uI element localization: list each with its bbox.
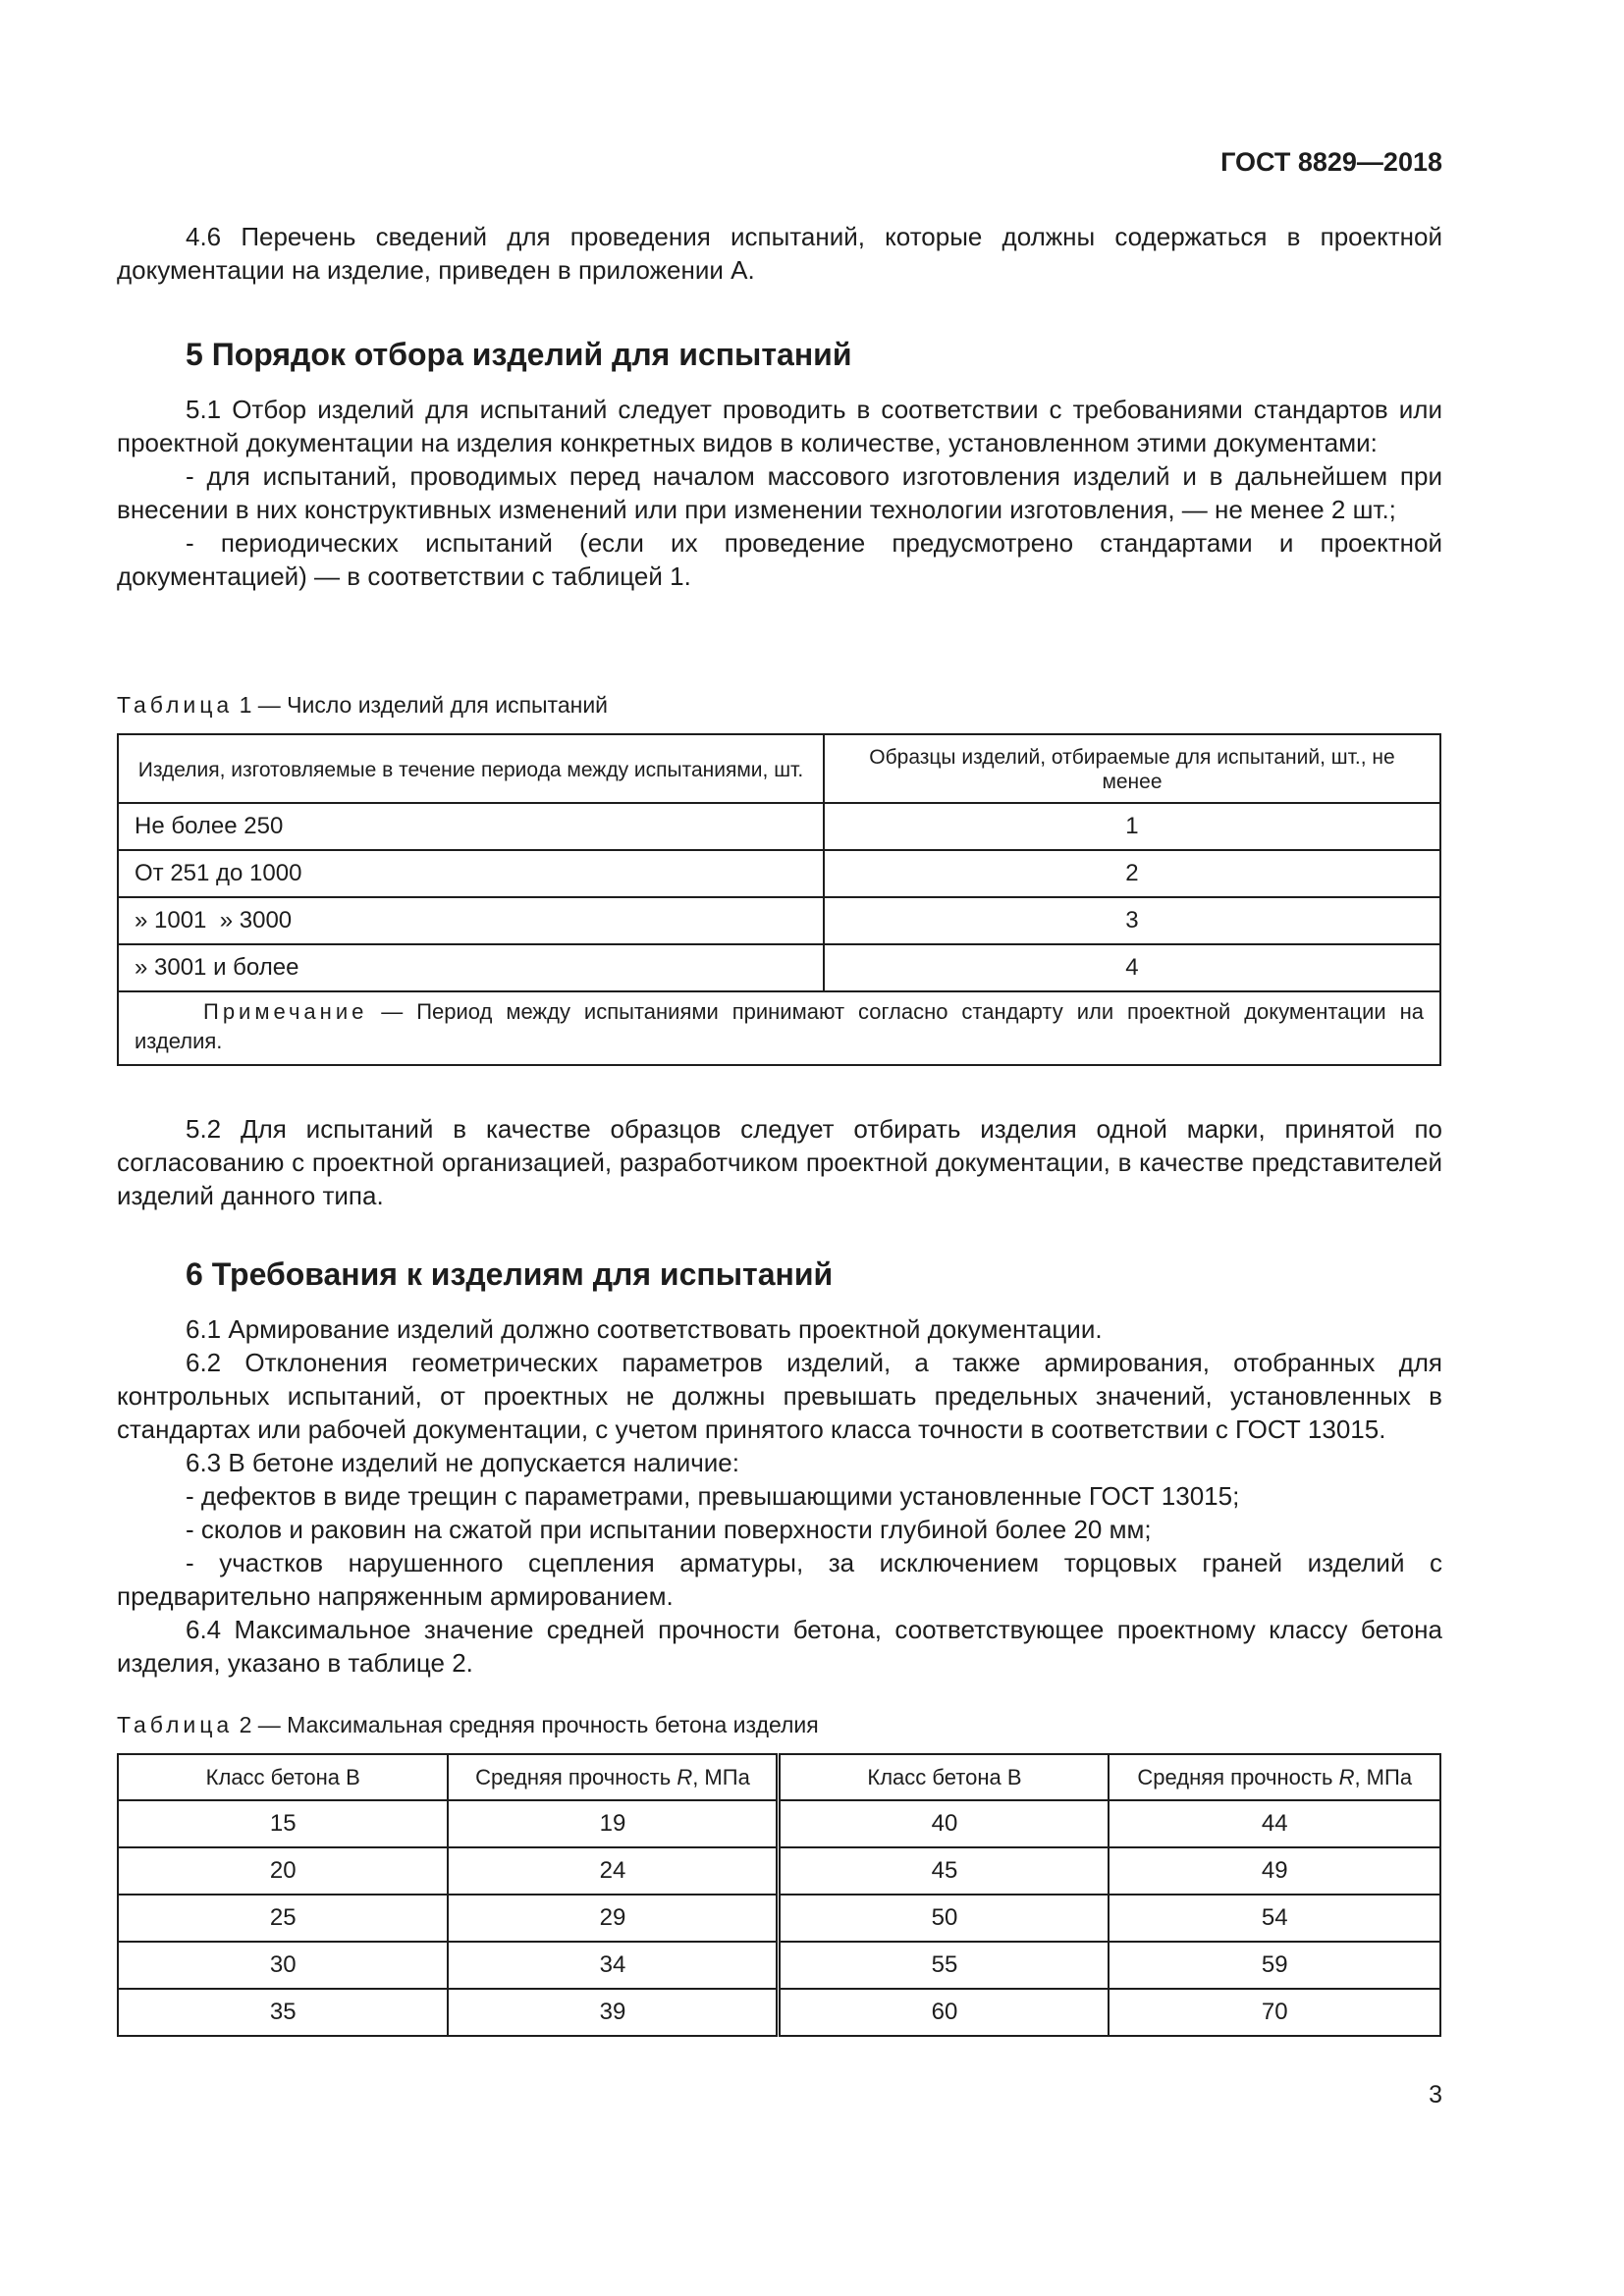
table-row xyxy=(118,1989,1440,2036)
table-cell: 24 xyxy=(448,1847,779,1895)
table-cell: 25 xyxy=(118,1895,448,1942)
table-cell: 19 xyxy=(448,1800,779,1847)
table-header-row xyxy=(118,1754,1440,1800)
table-cell: 2 xyxy=(824,850,1440,897)
table-header-cell: Изделия, изготовляемые в течение периода между испытаниями, шт. xyxy=(118,734,824,803)
table-cell: 60 xyxy=(779,1989,1109,2036)
table-header-cell: Класс бетона В xyxy=(779,1754,1109,1800)
document-code-header: ГОСТ 8829—2018 xyxy=(1220,147,1442,177)
paragraph-6-3: 6.3 В бетоне изделий не допускается наличие: xyxy=(186,1448,739,1477)
note-label: Примечание xyxy=(203,999,368,1024)
list-item: - участков нарушенного сцепления арматуры, за исключением торцовых граней изделий с предварительно напряженным армированием. xyxy=(117,1548,1442,1611)
table-cell: » 1001 » 3000 xyxy=(118,897,824,944)
table-cell: 15 xyxy=(118,1800,448,1847)
table-1-caption xyxy=(117,690,1442,720)
table-cell: 1 xyxy=(824,803,1440,850)
table-row xyxy=(118,850,1440,897)
table-note xyxy=(118,991,1440,1065)
table-cell: 29 xyxy=(448,1895,779,1942)
table-cell: От 251 до 1000 xyxy=(118,850,824,897)
note-text: — Период между испытаниями принимают согласно стандарту или проектной документации на изделия. xyxy=(135,999,1424,1053)
list-item: - периодических испытаний (если их проведение предусмотрено стандартами и проектной документацией) — в соответствии с таблицей 1. xyxy=(117,528,1442,591)
table-2-caption xyxy=(117,1710,1442,1739)
table-header-cell: Средняя прочность R, МПа xyxy=(1109,1754,1440,1800)
table-2-caption-text: 2 — Максимальная средняя прочность бетона изделия xyxy=(239,1712,819,1737)
table-cell: 49 xyxy=(1109,1847,1440,1895)
table-cell: 34 xyxy=(448,1942,779,1989)
paragraph-4-6: 4.6 Перечень сведений для проведения испытаний, которые должны содержаться в проектной документации на изделие, приведен в приложении А. xyxy=(117,222,1442,285)
table-cell: 30 xyxy=(118,1942,448,1989)
table-row xyxy=(118,1942,1440,1989)
table-cell: 50 xyxy=(779,1895,1109,1942)
section-5-heading: 5 Порядок отбора изделий для испытаний xyxy=(186,337,852,372)
table-header-cell: Средняя прочность R, МПа xyxy=(448,1754,779,1800)
list-item: - сколов и раковин на сжатой при испытании поверхности глубиной более 20 мм; xyxy=(186,1515,1152,1544)
paragraph-6-1: 6.1 Армирование изделий должно соответствовать проектной документации. xyxy=(186,1314,1103,1344)
paragraph-6-2: 6.2 Отклонения геометрических параметров изделий, а также армирования, отобранных для контрольных испытаний, от проектных не должны превышать предельных значений, установленных в стандартах или рабочей документации, с учетом принятого класса точности в соответствии с ГОСТ 13015. xyxy=(117,1348,1442,1444)
clause-4-6 xyxy=(117,220,1442,287)
section-6 xyxy=(117,1255,1442,1294)
table-cell: 59 xyxy=(1109,1942,1440,1989)
list-item: - дефектов в виде трещин с параметрами, превышающими установленные ГОСТ 13015; xyxy=(186,1481,1240,1511)
page-number: 3 xyxy=(1429,2081,1442,2109)
clause-5-2 xyxy=(117,1112,1442,1212)
table-cell: 40 xyxy=(779,1800,1109,1847)
table-row xyxy=(118,803,1440,850)
table-row xyxy=(118,1847,1440,1895)
table-1-caption-label: Таблица xyxy=(117,692,234,718)
clauses-6 xyxy=(117,1312,1442,1680)
table-cell: 45 xyxy=(779,1847,1109,1895)
table-cell: 35 xyxy=(118,1989,448,2036)
table-2 xyxy=(117,1753,1441,2037)
table-cell: 55 xyxy=(779,1942,1109,1989)
table-row xyxy=(118,897,1440,944)
paragraph-6-4: 6.4 Максимальное значение средней прочности бетона, соответствующее проектному классу бетона изделия, указано в таблице 2. xyxy=(117,1615,1442,1678)
table-row xyxy=(118,944,1440,991)
paragraph-5-1: 5.1 Отбор изделий для испытаний следует проводить в соответствии с требованиями стандартов или проектной документации на изделия конкретных видов в количестве, установленном этими документами: xyxy=(117,395,1442,457)
clause-5-1 xyxy=(117,393,1442,593)
list-item: - для испытаний, проводимых перед началом массового изготовления изделий и в дальнейшем при внесении в них конструктивных изменений или при изменении технологии изготовления, — не менее 2 шт.; xyxy=(117,461,1442,524)
paragraph-5-2: 5.2 Для испытаний в качестве образцов следует отбирать изделия одной марки, принятой по согласованию с проектной организацией, разработчиком проектной документации, в качестве представителей изделий данного типа. xyxy=(117,1114,1442,1210)
table-row xyxy=(118,1895,1440,1942)
table-header-cell: Образцы изделий, отбираемые для испытаний, шт., не менее xyxy=(824,734,1440,803)
table-cell: 39 xyxy=(448,1989,779,2036)
table-1-caption-text: 1 — Число изделий для испытаний xyxy=(239,692,609,718)
section-5 xyxy=(117,335,1442,374)
table-cell: » 3001 и более xyxy=(118,944,824,991)
table-cell: 3 xyxy=(824,897,1440,944)
table-cell: Не более 250 xyxy=(118,803,824,850)
section-6-heading: 6 Требования к изделиям для испытаний xyxy=(186,1256,834,1292)
table-cell: 20 xyxy=(118,1847,448,1895)
table-cell: 4 xyxy=(824,944,1440,991)
table-cell: 44 xyxy=(1109,1800,1440,1847)
table-header-row xyxy=(118,734,1440,803)
table-note-row xyxy=(118,991,1440,1065)
table-2-caption-label: Таблица xyxy=(117,1712,234,1737)
table-header-cell: Класс бетона В xyxy=(118,1754,448,1800)
table-1 xyxy=(117,733,1441,1066)
table-cell: 70 xyxy=(1109,1989,1440,2036)
table-cell: 54 xyxy=(1109,1895,1440,1942)
table-row xyxy=(118,1800,1440,1847)
